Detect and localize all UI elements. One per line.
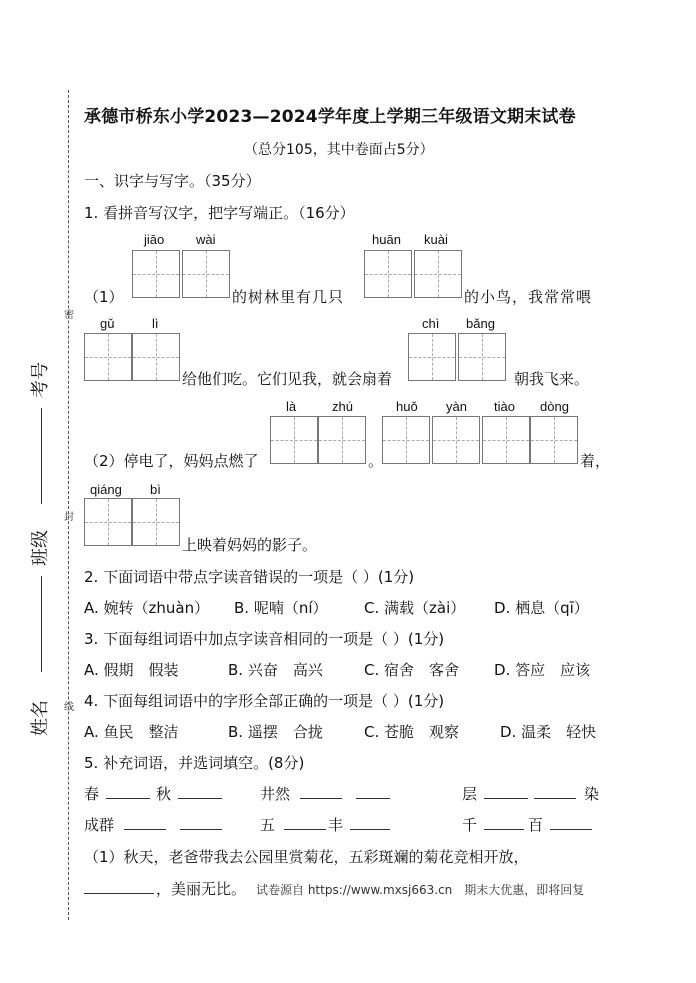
binding-dashed-line	[68, 90, 69, 920]
tianzige-box[interactable]	[318, 416, 366, 464]
fill-word-qiu: 秋	[156, 785, 172, 803]
tianzige-box[interactable]	[408, 333, 456, 381]
question-3-option-c[interactable]: C. 宿舍 客舍	[364, 661, 460, 679]
binding-mark-seal-2: 封	[64, 512, 74, 523]
question-2-option-b[interactable]: B. 呢喃（ní）	[234, 599, 328, 617]
answer-blank[interactable]	[284, 829, 326, 830]
pinyin-bang: bǎng	[466, 316, 495, 331]
question-2-option-a[interactable]: A. 婉转（zhuàn）	[84, 599, 210, 617]
pinyin-huo: huǒ	[396, 399, 418, 414]
pinyin-yan: yàn	[446, 399, 467, 414]
answer-blank[interactable]	[84, 893, 154, 894]
question-3-option-a[interactable]: A. 假期 假装	[84, 661, 179, 679]
page-title: 承德市桥东小学2023—2024学年度上学期三年级语文期末试卷	[84, 107, 576, 127]
fill-word-wu: 五	[260, 816, 276, 834]
answer-blank[interactable]	[106, 798, 150, 799]
tianzige-box[interactable]	[84, 333, 132, 381]
pinyin-kuai: kuài	[424, 232, 448, 247]
tianzige-box[interactable]	[270, 416, 318, 464]
question-3-option-d[interactable]: D. 答应 应该	[494, 661, 591, 679]
part-2-text-a: 。	[368, 452, 384, 470]
part-1-text-b: 的小鸟，我常常喂	[464, 288, 593, 306]
answer-blank[interactable]	[350, 829, 390, 830]
answer-blank[interactable]	[356, 798, 390, 799]
answer-blank[interactable]	[484, 829, 524, 830]
question-5-stem: 5. 补充词语，并选词填空。(8分)	[84, 754, 305, 772]
fill-word-chengqun: 成群	[84, 816, 115, 834]
answer-blank[interactable]	[534, 798, 576, 799]
pinyin-la: là	[286, 399, 297, 414]
pinyin-jiao: jiāo	[144, 232, 165, 247]
binding-mark-seal: 密	[64, 310, 74, 321]
name-label: 姓名	[30, 700, 51, 736]
tianzige-box[interactable]	[530, 416, 578, 464]
part-2-text-c: 上映着妈妈的影子。	[182, 536, 318, 554]
tianzige-box[interactable]	[132, 333, 180, 381]
question-4-stem: 4. 下面每组词语中的字形全部正确的一项是（ ）(1分)	[84, 692, 445, 710]
tianzige-box[interactable]	[132, 250, 180, 298]
question-4-option-c[interactable]: C. 苍脆 观察	[364, 723, 460, 741]
class-blank	[41, 576, 42, 672]
tianzige-box[interactable]	[432, 416, 480, 464]
question-2-option-c[interactable]: C. 满载（zài）	[364, 599, 466, 617]
question-3-option-b[interactable]: B. 兴奋 高兴	[228, 661, 323, 679]
part-1-label: （1）	[84, 288, 124, 306]
question-4-option-a[interactable]: A. 鱼民 整洁	[84, 723, 179, 741]
tianzige-box[interactable]	[458, 333, 506, 381]
fill-word-bai: 百	[528, 816, 544, 834]
part-1-text-c: 给他们吃。它们见我，就会扇着	[182, 370, 393, 388]
pinyin-bi: bì	[150, 482, 161, 497]
exam-number-blank	[41, 408, 42, 504]
binding-mark-line: 线	[64, 702, 74, 713]
tianzige-box[interactable]	[182, 250, 230, 298]
tianzige-box[interactable]	[414, 250, 462, 298]
tianzige-box[interactable]	[84, 498, 132, 546]
pinyin-tiao: tiào	[494, 399, 515, 414]
answer-blank[interactable]	[124, 829, 166, 830]
question-2-option-d[interactable]: D. 栖息（qī）	[494, 599, 589, 617]
pinyin-dong: dòng	[540, 399, 569, 414]
question-3-stem: 3. 下面每组词语中加点字读音相同的一项是（ ）(1分)	[84, 630, 445, 648]
tianzige-box[interactable]	[482, 416, 530, 464]
answer-blank[interactable]	[484, 798, 528, 799]
answer-blank[interactable]	[550, 829, 592, 830]
part-1-text-a: 的树林里有几只	[232, 288, 345, 306]
fill-word-qian: 千	[462, 816, 478, 834]
pinyin-qiang: qiáng	[90, 482, 122, 497]
fill-word-chun: 春	[84, 785, 100, 803]
fill-word-ran: 染	[584, 785, 600, 803]
q5-sentence-1: （1）秋天，老爸带我去公园里赏菊花，五彩斑斓的菊花竞相开放，	[84, 848, 529, 866]
tianzige-box[interactable]	[132, 498, 180, 546]
question-2-stem: 2. 下面词语中带点字读音错误的一项是（ ）(1分)	[84, 568, 415, 586]
class-label: 班级	[30, 530, 51, 566]
tianzige-box[interactable]	[364, 250, 412, 298]
pinyin-li: lì	[152, 316, 159, 331]
watermark-text: 试卷源自 https://www.mxsj663.cn 期末大优惠，即将回复	[256, 883, 585, 897]
part-2-text-b: 着，	[580, 452, 611, 470]
tianzige-box[interactable]	[382, 416, 430, 464]
part-2-label: （2）停电了，妈妈点燃了	[84, 452, 259, 470]
pinyin-chi: chì	[422, 316, 440, 331]
pinyin-zhu: zhú	[332, 399, 353, 414]
fill-word-jingran: 井然	[260, 785, 291, 803]
section-heading: 一、识字与写字。（35分）	[84, 172, 261, 190]
answer-blank[interactable]	[178, 798, 222, 799]
q5-sentence-1-end: ，美丽无比。	[156, 880, 247, 898]
question-1-stem: 1. 看拼音写汉字，把字写端正。（16分）	[84, 204, 355, 222]
page-subtitle: （总分105，其中卷面占5分）	[244, 142, 434, 158]
answer-blank[interactable]	[180, 829, 222, 830]
pinyin-huan: huān	[372, 232, 401, 247]
question-4-option-b[interactable]: B. 遥摆 合拢	[228, 723, 323, 741]
part-1-text-d: 朝我飞来。	[514, 370, 590, 388]
exam-number-label: 考号	[30, 362, 51, 398]
fill-word-ceng: 层	[462, 785, 478, 803]
fill-word-feng: 丰	[328, 816, 344, 834]
question-4-option-d[interactable]: D. 温柔 轻快	[500, 723, 597, 741]
pinyin-wai: wài	[196, 232, 216, 247]
pinyin-gu: gǔ	[100, 316, 115, 331]
answer-blank[interactable]	[300, 798, 342, 799]
